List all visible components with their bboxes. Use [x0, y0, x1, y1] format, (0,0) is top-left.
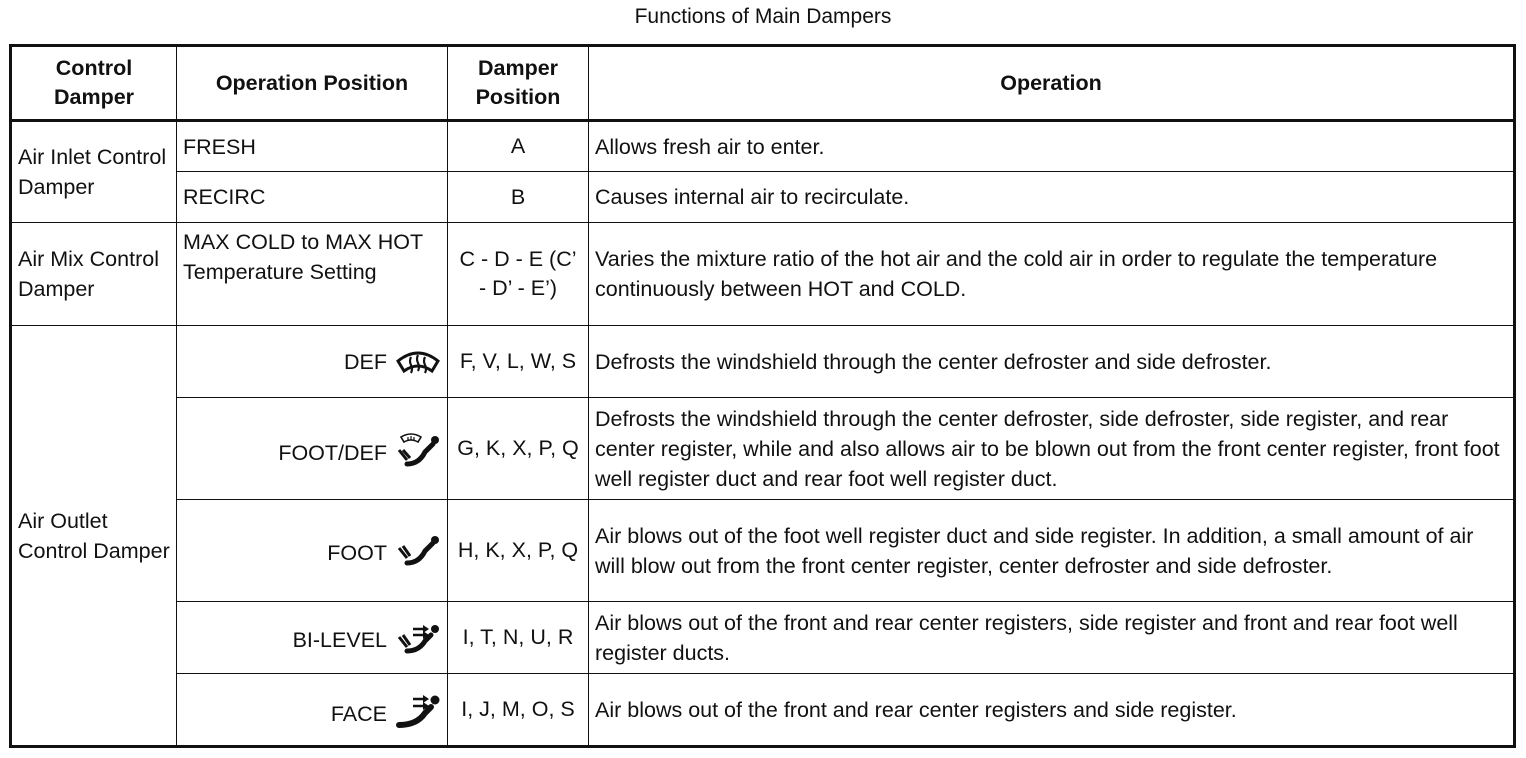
table-row — [11, 398, 1515, 500]
operation-text: Defrosts the windshield through the center defroster, side defroster, side register, and rear center register, while and also allows air to be blown out from the front center register, front foot well register duct and rear foot well register duct. — [589, 398, 1515, 500]
foot-icon — [395, 534, 441, 568]
table-row — [11, 326, 1515, 398]
table-row — [11, 223, 1515, 326]
operation-position-label: DEF — [344, 349, 387, 374]
damper-position: F, V, L, W, S — [448, 326, 589, 398]
damper-position: H, K, X, P, Q — [448, 500, 589, 602]
bi-level-icon — [395, 621, 441, 655]
damper-position: I, T, N, U, R — [448, 602, 589, 674]
operation-position-foot — [177, 500, 448, 602]
face-icon — [395, 691, 441, 729]
damper-position: A — [448, 121, 589, 172]
operation-text: Defrosts the windshield through the center defroster and side defroster. — [589, 326, 1515, 398]
damper-position: I, J, M, O, S — [448, 674, 589, 747]
table-row — [11, 121, 1515, 172]
table-row — [11, 602, 1515, 674]
foot-defrost-icon — [395, 430, 441, 468]
operation-text: Allows fresh air to enter. — [589, 121, 1515, 172]
table-row — [11, 172, 1515, 223]
table-row — [11, 674, 1515, 747]
operation-position-label: BI-LEVEL — [292, 627, 387, 652]
operation-position-label: FACE — [330, 701, 387, 726]
damper-position: B — [448, 172, 589, 223]
defrost-icon — [395, 347, 441, 377]
operation-position: MAX COLD to MAX HOT Temperature Setting — [177, 223, 448, 326]
operation-text: Air blows out of the front and rear center registers and side register. — [589, 674, 1515, 747]
operation-position-foot-def — [177, 398, 448, 500]
operation-text: Air blows out of the foot well register duct and side register. In addition, a small amount of air will blow out from the front center register, center defroster and side defroster. — [589, 500, 1515, 602]
header-operation: Operation — [589, 46, 1515, 121]
header-operation-position: Operation Position — [177, 46, 448, 121]
header-control-damper: Control Damper — [11, 46, 177, 121]
damper-position: G, K, X, P, Q — [448, 398, 589, 500]
damper-position: C - D - E (C’ - D’ - E’) — [448, 223, 589, 326]
group-air-outlet: Air Outlet Control Damper — [11, 326, 177, 747]
group-air-mix: Air Mix Control Damper — [11, 223, 177, 326]
operation-text: Varies the mixture ratio of the hot air and the cold air in order to regulate the temperature continuously between HOT and COLD. — [589, 223, 1515, 326]
operation-position-bi-level — [177, 602, 448, 674]
operation-position-face — [177, 674, 448, 747]
header-row — [11, 46, 1515, 121]
page-title: Functions of Main Dampers — [634, 5, 892, 28]
operation-text: Air blows out of the front and rear center registers, side register and front and rear foot well register ducts. — [589, 602, 1515, 674]
operation-position-label: FOOT/DEF — [278, 440, 387, 465]
operation-position: RECIRC — [177, 172, 448, 223]
table-row — [11, 500, 1515, 602]
operation-text: Causes internal air to recirculate. — [589, 172, 1515, 223]
group-air-inlet: Air Inlet Control Damper — [11, 121, 177, 223]
operation-position-def — [177, 326, 448, 398]
dampers-table — [9, 44, 1516, 748]
operation-position-label: FOOT — [327, 540, 387, 565]
operation-position: FRESH — [177, 121, 448, 172]
header-damper-position: Damper Position — [448, 46, 589, 121]
